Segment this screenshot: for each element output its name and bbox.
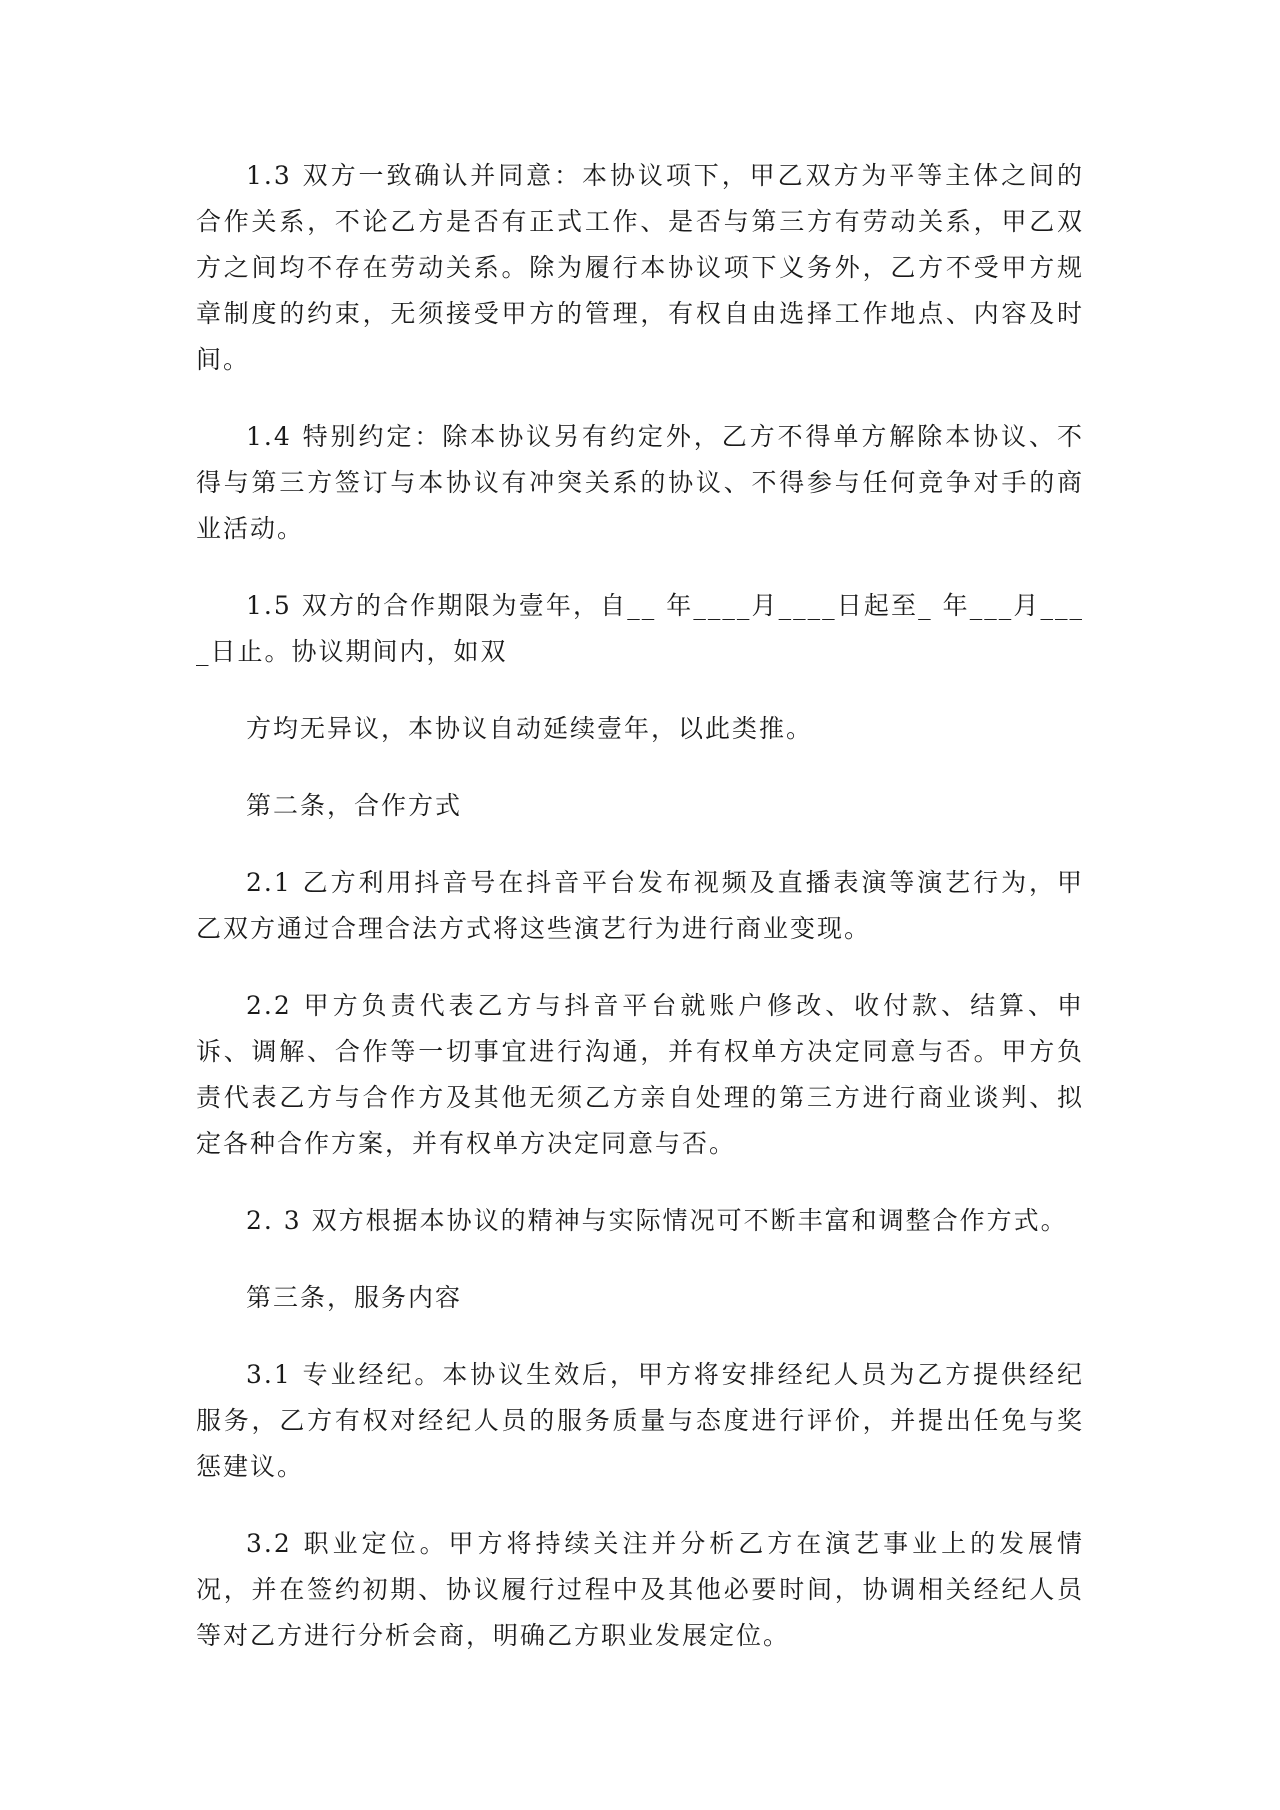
clause-2-1: 2.1 乙方利用抖音号在抖音平台发布视频及直播表演等演艺行为，甲乙双方通过合理合法方式将这些演艺行为进行商业变现。 [196,868,1084,943]
clause-1-4: 1.4 特别约定：除本协议另有约定外，乙方不得单方解除本协议、不得与第三方签订与本协议有冲突关系的协议、不得参与任何竞争对手的商业活动。 [196,422,1084,543]
clause-1-5-continued: 方均无异议，本协议自动延续壹年，以此类推。 [246,714,814,743]
article-3-heading: 第三条，服务内容 [246,1283,463,1312]
clause-1-3: 1.3 双方一致确认并同意：本协议项下，甲乙双方为平等主体之间的合作关系，不论乙方是否有正式工作、是否与第三方有劳动关系，甲乙双方之间均不存在劳动关系。除为履行本协议项下义务外，乙方不受甲方规章制度的约束，无须接受甲方的管理，有权自由选择工作地点、内容及时间。 [196,161,1084,374]
clause-2-3: 2. 3 双方根据本协议的精神与实际情况可不断丰富和调整合作方式。 [246,1206,1068,1235]
document-body [196,153,1084,1659]
clause-3-1: 3.1 专业经纪。本协议生效后，甲方将安排经纪人员为乙方提供经纪服务，乙方有权对经纪人员的服务质量与态度进行评价，并提出任免与奖惩建议。 [196,1360,1084,1481]
clause-3-2: 3.2 职业定位。甲方将持续关注并分析乙方在演艺事业上的发展情况，并在签约初期、协议履行过程中及其他必要时间，协调相关经纪人员等对乙方进行分析会商，明确乙方职业发展定位。 [196,1529,1084,1650]
article-2-heading: 第二条，合作方式 [246,791,463,820]
clause-2-2: 2.2 甲方负责代表乙方与抖音平台就账户修改、收付款、结算、申诉、调解、合作等一切事宜进行沟通，并有权单方决定同意与否。甲方负责代表乙方与合作方及其他无须乙方亲自处理的第三方进行商业谈判、拟定各种合作方案，并有权单方决定同意与否。 [196,991,1084,1158]
clause-1-5: 1.5 双方的合作期限为壹年，自__ 年____月____日起至_ 年___月____日止。协议期间内，如双 [196,591,1084,666]
